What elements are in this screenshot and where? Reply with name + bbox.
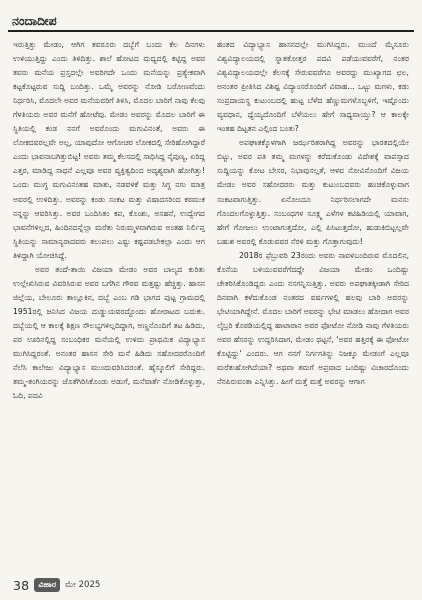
paragraph: ಅವರ ತಂದೆ-ತಾಯಿ ವಿಜಯಾ ಮೇಡಂ ಅವರ ಬಾಲ್ಯದ ಕುರಿತು ಉಲ್ಲೇಖಿಸಿರುವ ವಿವರಿಸಿರುವ ಅವರ ಬಗೆಗಿನ ಗೌರವ ಮತ್ತಷ್ಟು ಹೆಚ್ಚಿತ್ತು. ಹಾಸನ ಜಿಲ್ಲೆಯ, ಬೇಲೂರು ತಾಲ್ಲೂಕಿನ, ದಬ್ಬೆ ಎಂಬ ಗಡಿ ಭಾಗದ ಪುಟ್ಟ ಗ್ರಾಮದಲ್ಲಿ 1951ರಲ್ಲಿ ಜನಿಸಿದ ವಿಜಯ ದುಡ್ಡುಯವರದ್ದೊಂದು ಹೋರಾಟದ ಬದುಕು. ದಬ್ಬೆಯಲ್ಲಿ ಆ ಕಾಲಕ್ಕೆ ಶಿಕ್ಷಣ ಸೌಲಭ್ಯಗಳಿಲ್ಲದಿದ್ದಾಗ, ಅಣ್ಣನೊಂದಿಗೆ ತಟ ಹಿಡಿದು, ಪರ ಊರಿನಲ್ಲಿದ್ದ ಸಂಬಂಧಿಕರ ಮನೆಯಲ್ಲಿ ಉಳಿದು ಪ್ರಾಥಮಿಕ ವಿದ್ಯಾಭ್ಯಾಸ ಮುಗಿಸಿದ್ದರಂತೆ. ಅನಂತರ ಹಾಸನ ಸೇರಿ ಮನೆ ಹಿಡಿದು ಸಹೋದರರೊಂದಿಗೆ ನೆಲೆಸಿ ಕಾಲೇಜು ವಿದ್ಯಾಭ್ಯಾಸ ಮುಂದುವರಿಸಿದರಂತೆ. ಹೈಸ್ಕೂಲಿಗೆ ಸೇರಿದ್ದರು. ತಮ್ಮ-ತಂಗಿಯರನ್ನು ಜೊತೆಗಿರಿಸಿಕೊಂಡು ಅಡುಗೆ, ಮನೆವಾರ್ತೆ ನೋಡಿಕೊಳ್ಳುತ್ತಾ, ಓದಿ, ಪದವಿ xyxy=(13,264,205,401)
header-divider xyxy=(8,30,414,32)
page-footer xyxy=(13,576,213,594)
magazine-logo: ವಿಹಾರ xyxy=(34,578,60,592)
paragraph: 2018ರ ಫೆಬ್ರುವರಿ 23ರಂದು ಅವರು ನಾವಳಿಬಂದಿರುವ ಮೊದಲಿನ, ಕೊನೆಯ ಬಳಿಯುವವರೆಗೆದದ್ದೇ ವಿಜಯಾ ಮೇಡಂ ಒಂದಿಷ್ಟು ಚೇತರಿಸಿಕೊಂಡಿದ್ದರು ಎಂದು ನಸಗನ್ನಿಸುತ್ತಿತ್ತು. ಅವರು ಅಪಘಾತಕ್ಕೀಡಾಗಿ ಸೇರಿದ ದಿನವಾಗಿ ಕಳೆದುಕೊಂಡ ನಂತರದ ವರ್ಷಗಳಲ್ಲಿ ಹಲವು ಬಾರಿ ಅವರನ್ನು ಭೇಟಿಯಾಗಿದ್ದೇನೆ. ಮೊದಲ ಬಾರಿಗೆ ಅವರನ್ನು ಭೇಟಿ ಮಾಡಲು ಹೋದಾಗ ಅವರ ಲೈಬ್ರರಿ ಕೊಠಡಿಯಲ್ಲಿದ್ದ ಹಾಟಾರಾನ ಅವರ ಫೋಟೋ ನೋಡಿ ನಾವು ಗೆಳತಿಯರು ಅವರ ಹೆಸರನ್ನು ಉದ್ದರಿಸಿದಾಗ, ಮೇಡಂ ಥಟ್ಟನೆ, 'ಅವರ ಹತ್ತಿರಕ್ಕೆ ಈ ಫೋಟೋ ಕೊಟ್ಟಿದ್ದು' ಎಂದರು. ಆಗ ನನಗೆ ನಿರ್ಗಗತಿನ್ನು ನಿಜಕ್ಕೂ ಮೇಡಂಗೆ ಎಲ್ಲವೂ ಮರೆತುಹೋಗಿದೆಯಾ? ಅಥವಾ ತಮಗೆ ಅಪ್ರವಾದ ಒಂದಿಷ್ಟು ವಿಚಾರದೊಂದು ನೆನಪಿರುವಂತಾ ಎನ್ನಿಸಿತ್ತು. ಹೀಗೆ ಮತ್ತೆ ಮತ್ತೆ ಅವರನ್ನು ಆಗಾಗ xyxy=(217,250,409,387)
paragraph: ಹಂತದ ವಿದ್ಯಾಭ್ಯಾಸ ಹಾಸನದಲ್ಲೇ ಮುಗಿಸಿದ್ದರು. ಮುಂದೆ ಮೈಸೂರು ವಿಶ್ವವಿದ್ಯಾಲಯದಲ್ಲಿ ಸ್ನಾತಕೋತ್ತರ ಪದವಿ ಪಡೆಯುವವರೆಗೆ, ನಂತರ ವಿಶ್ವವಿದ್ಯಾಲಯದಲ್ಲೇ ಕೆಲಸಕ್ಕೆ ಸೇರುವವರೆಗೂ ಅವರದ್ದು ಮುಖ್ಯಾಗದ ಛಲ, ಅನಂತರ ಪ್ರೀತಿಸಿದ ವಿಶಿಷ್ಟ ವಿದ್ಯಾಂಸರೊಂದಿಗೆ ವಿವಾಹ... ಒಟ್ಟು ಮಗಳು, ಕಡು ಸಂಪ್ರದಾಯಸ್ಥ ಕುಟುಂಬದಲ್ಲಿ ಹುಟ್ಟ ಬೆಳೆದ ಹೆಣ್ಣುಮಗಳೊಬ್ಬಳಿಗೆ, ಇಷ್ಟೊಂದು ವ್ಯವಧಾನ, ಧ್ಯೆಯ್ಯದೊಂದಿಗೆ ಬೆಳೆಯಲು ಹೇಗೆ ಸಾಧ್ಯವಾಯ್ತು? ಆ ಕಾಲಕ್ಕೇ ಇಂತಹ ದಿಟ್ಟತನ ಎಲ್ಲಿಂದ ಬಂತು? xyxy=(217,40,409,134)
paragraph: ಅಪಘಾತಕ್ಕೊಳಗಾಗಿ ಜರ್ಝರಿತರಾಗಿದ್ದ ಅವರನ್ನು ಭಾರತದಲ್ಲಿಯೇ ಬಿಟ್ಟು, ಅವರ ಪತಿ ತಮ್ಮ ಮಗಳನ್ನು ಕರೆದುಕೊಂಡು ವಿದೇಶಕ್ಕೆ ವಾಪಸ್ಸಾದ ಸುದ್ದಿಯನ್ನು ಕೋಟ ಬೇಸರ, ನಿಭಾವುಸಲ್ಲತೆ, ಆಳವ ನೋವಿನೊಂದಿಗೆ ವಿಜಯ ಮೇಡಂ ಅವರ ಸಹೋದರರು ಮತ್ತು ಕುಟುಂಬದವರು ಹಂಚಿಕೊಳ್ಳುವಾಗ ಸಂಕಟವಾಗುತ್ತಿತ್ತು. ಏನೋಂದೂ ನಿರ್ಧರಿಸಲಾಗದೇ ಮನಸು ಗೊಂದಲಗೊಳ್ಳುತ್ತಿತ್ತು. ಸಂಬಂಧಗಳ ಸೂಕ್ಷ್ಮ ಎಳೆಗಳ ಕಟಿಹಿಡಿಯಲ್ಲಿ ಯಾವಾಗ, ಹೇಗೆ ಗೋಜಲು ಉಂಟಾಗುತ್ತದೋ, ಎಲ್ಲಿ ಪಿಸಿಟುತ್ತದೋ, ಹುಡುಕಿಬಿಟ್ಟಲ್ಲವೇ ಬಹುಶ ಅವರಲ್ಲಿ ಕೊಡುವವರ ನೆರಳಿ ಮತ್ತು ಗೊತ್ತಾಗುವುದು! xyxy=(217,138,409,246)
page-header xyxy=(8,8,414,30)
issue-date: ಮೇ 2025 xyxy=(65,580,101,590)
paragraph: ಇರುತ್ತಿತ್ತು ಮೇಡಂ, ಆಗಿಗ ತವರೂರು ದಬ್ಬೆಗೆ ಬಂದು ಕೆಲ ದಿನಗಳು ಉಳಿಯುತ್ತಿದ್ದು ಎಂದು ತಿಳಿದಿತ್ತು. ಶಾಲೆ ಹೋಟದ ಮಧ್ಯದಲ್ಲಿ ಕಟ್ಟಿದ್ದ ಅವರ ತವರು ಮನೆಯ ಪ್ರಸ್ತದಲ್ಲೇ ಅವರಿಗದೇ ಒಂದು ಮನೆಯನ್ನು ಪ್ರತ್ಯೇಕವಾಗಿ ಕಟ್ಟಕೊಟ್ಟರುವ ಸುದ್ದಿ ಬಂದಿತ್ತು. ಒಮ್ಮೆ ಅವರನ್ನು ನೋಡಿ ಬರೋಣವೆಂದು ನಿರ್ಧರಿಸಿ, ಮೊದಲೇ ಅವರ ಮನೆಯವರಿಗೆ ತಿಳಿಸಿ, ಮೊದಲ ಬಾರಿಗೆ ನಾವು ಕೆಲವು ಗೆಳತಿಯರು ಅವರ ಮನೆಗೆ ಹೋಟೆವು. ಮೇಡಂ ಅವರನ್ನು ಮೊದಲ ಬಾರಿಗೆ ಈ ಸ್ಥಿತಿಯಲ್ಲಿ ಕಂಡ ನನಗೆ ಅವರೊಂದು ಮಗುವಿನಂತೆ, ಅವರು ಈ ಲೋಕದವರಲ್ಲವೇ ಅಲ್ಲ, ಯಾವುದೋ ಆಗೋಚರ ಲೋಕದಲ್ಲಿ ಸೇರಿಹೋಗಿದ್ದಾರೆ ಎಂದು ಭಾವನಾಬಗಿತ್ತುಬಿಟ್ಟ! ಅವರು ತಮ್ಮ ಕೆಲಸದಲ್ಲಿ ಸಾಧಿಸಿದ್ದ ನೈಪುಣ್ಯ, ಏರಿದ್ದ ಎತ್ತರ, ಮಾಡಿದ್ದ ಸಾಧನೆ ಎಲ್ಲವೂ ಅವರ ವ್ಯಕ್ತಿತ್ವದಿಂದ ಅದೃಶ್ಯವಾಗಿ ಹೋಗಿತ್ತು! ಒಂದು ಮುಗ್ಧ ಮಗುವಿನಂತಹ ಮಾತು, ನಡವಳಿಕೆ ಮತ್ತು ಸಿಗ್ಧ ನಗು ಮಾತ್ರ ಅವರಲ್ಲಿ ಉಳಿದಿತ್ತು. ಅವರನ್ನು ಕಂಡು ಸಂಕಟ ಮತ್ತು ವಿಷಾದಸರಿಂದ ಕಠಮುಕ ನನ್ನನ್ನು ಆವರಿಸಿತ್ತು. ಅವರ ಒಂದಿಸಿತಂ ಕಪ, ಕೊಂಶು, ಅಸಹನೆ, ಉದ್ವೇಗದ ಭಾವನೆಗಳಿಲ್ಲದ, ಹಿಂದಿನದನ್ನೆಲ್ಲಾ ಮರೆತು ನಿರುಮ್ಮಳವಾಗಿರುವ ಅಂತಹ ನಿರ್ಲಿಪ್ತ ಸ್ಥಿತಿಯನ್ನು ಸಾಮಾನ್ಯರಾದವರು ತಲುಪಲು ಎಷ್ಟು ಕಷ್ಟಪಡಬೇಕಲ್ಲಾ ಎಂದು ಆಗ ತಿಳಿದ್ದಾಗಿ ಯೋಚಿಸಿದ್ದೆ. xyxy=(13,40,205,260)
article-column-left xyxy=(13,38,205,571)
section-title: ನಂದಾದೀಪ xyxy=(12,13,57,28)
article-column-right xyxy=(217,38,409,571)
article-body xyxy=(13,38,409,571)
page-number: 38 xyxy=(13,577,30,593)
